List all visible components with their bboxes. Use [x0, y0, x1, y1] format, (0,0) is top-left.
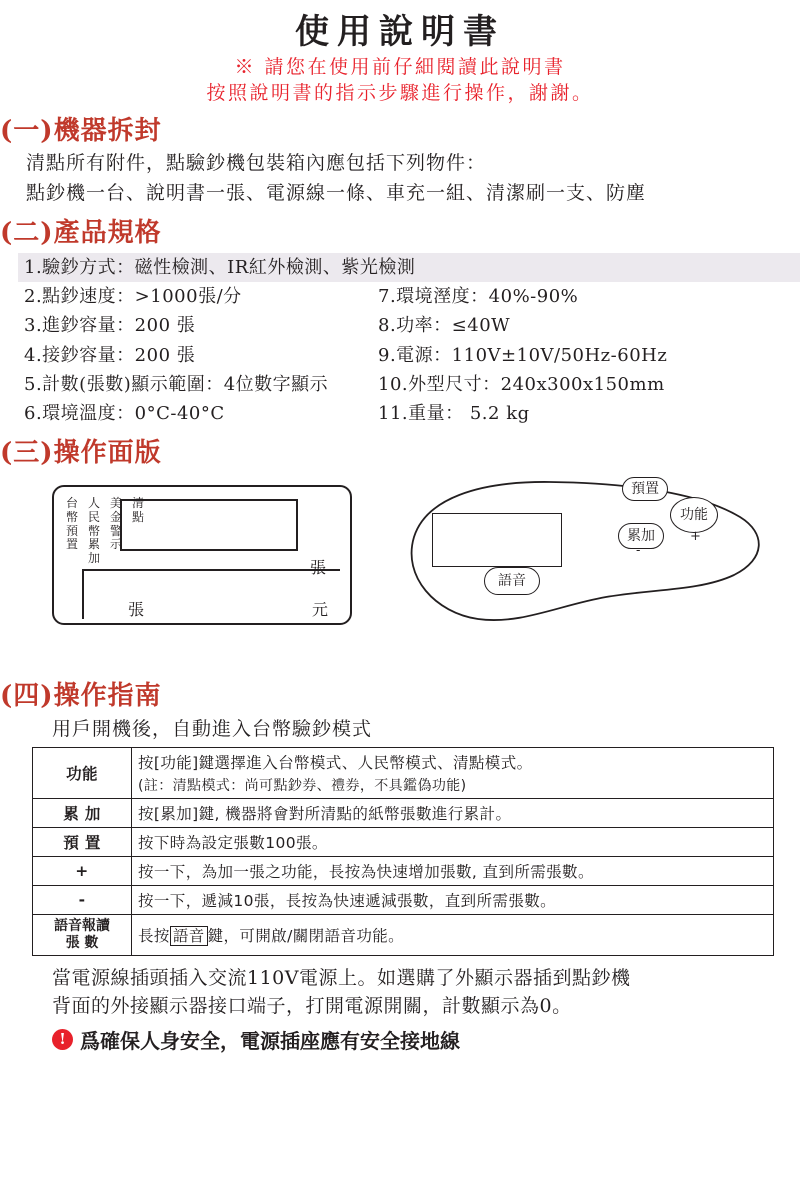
page-title: 使用說明書: [295, 12, 505, 52]
plus-button[interactable]: +: [690, 529, 701, 545]
keypad-display-window: [432, 513, 562, 567]
section-4-heading: (四)操作指南: [0, 681, 162, 712]
lcd-label-usd: 美金警示: [109, 496, 122, 552]
row-key-plus: +: [33, 857, 132, 886]
row-key-accumulate: 累 加: [33, 799, 132, 828]
spec-left-1: 1.驗鈔方式：磁性檢測、IR紅外檢測、紫光檢測: [24, 257, 416, 279]
section-1-line-1: 清點所有附件，點驗鈔機包裝箱內應包括下列物件：: [26, 152, 487, 175]
closing-paragraph: [0, 964, 800, 1021]
lcd-label-twd: 台幣預置: [65, 496, 78, 552]
section-1-line-2: 點鈔機一台、說明書一張、電源線一條、車充一組、清潔刷一支、防塵: [26, 181, 647, 204]
minus-button[interactable]: -: [636, 543, 641, 559]
row-desc-function: [132, 748, 774, 799]
lcd-label-count: 清點: [131, 496, 144, 524]
voice-button[interactable]: 語音: [484, 567, 540, 595]
row-key-voice-line2: 張 數: [65, 934, 99, 951]
row-desc-voice-pre: 長按: [138, 926, 170, 945]
table-row: [33, 915, 774, 956]
spec-left-4: 4.接鈔容量：200 張: [24, 344, 196, 366]
spec-row: [18, 370, 800, 399]
row-desc-accumulate: 按[累加]鍵, 機器將會對所清點的紙幣張數進行累計。: [132, 799, 774, 828]
lcd-unit-zhang-right: 張: [310, 558, 327, 578]
spec-right-2: 7.環境溼度：40%-90%: [378, 286, 579, 308]
notice-line-1: ※ 請您在使用前仔細閱讀此說明書: [234, 56, 566, 78]
spec-row: [18, 311, 800, 340]
row-desc-voice: [132, 915, 774, 956]
row-desc-note: (註：清點模式：尚可點鈔券、禮券，不具鑑偽功能): [138, 778, 467, 795]
table-row: [33, 799, 774, 828]
lcd-unit-yuan-bottom: 元: [312, 600, 329, 620]
closing-line-1: 當電源線插頭插入交流110V電源上。如選購了外顯示器插到點鈔機: [52, 966, 631, 989]
row-key-minus: -: [33, 886, 132, 915]
control-panel-diagram: [0, 471, 800, 671]
spec-right-1: [378, 253, 800, 282]
spec-list: [0, 253, 800, 428]
spec-row: [18, 399, 800, 428]
row-desc-voice-post: 鍵，可開啟/關閉語音功能。: [207, 926, 405, 945]
row-desc-preset: 按下時為設定張數100張。: [132, 828, 774, 857]
spec-left-2: 2.點鈔速度：>1000張/分: [24, 286, 242, 308]
closing-line-2: 背面的外接顯示器接口端子，打開電源開關，計數顯示為0。: [52, 995, 572, 1018]
spec-right-3: 8.功率：≤40W: [378, 315, 511, 337]
lcd-divider-horizontal: [82, 569, 340, 571]
row-desc-minus: 按一下，遞減10張，長按為快速遞減張數，直到所需張數。: [132, 886, 774, 915]
notice-line-2: 按照說明書的指示步驟進行操作，謝謝。: [206, 81, 594, 104]
section-1-heading: (一)機器拆封: [0, 116, 162, 147]
table-row: [33, 857, 774, 886]
operation-guide-table: [32, 747, 774, 956]
spec-right-5: 10.外型尺寸：240x300x150mm: [378, 373, 665, 395]
lcd-digit-window: [120, 496, 298, 551]
spec-right-6: 11.重量： 5.2 kg: [378, 402, 530, 424]
row-desc-text: 按[功能]鍵選擇進入台幣模式、人民幣模式、清點模式。: [138, 754, 533, 773]
section-3-heading: (三)操作面版: [0, 438, 162, 469]
spec-left-6: 6.環境溫度：0°C-40°C: [24, 402, 225, 424]
spec-left-3: 3.進鈔容量：200 張: [24, 315, 196, 337]
section-4-intro: 用戶開機後，自動進入台幣驗鈔模式: [52, 718, 373, 741]
spec-row: [18, 253, 800, 282]
spec-row: [18, 282, 800, 311]
section-2-heading: (二)產品規格: [0, 218, 162, 249]
lcd-unit-zhang-bottom: 張: [128, 600, 145, 620]
table-row: [33, 828, 774, 857]
preset-button[interactable]: 預置: [622, 477, 668, 501]
accumulate-button[interactable]: 累加: [618, 523, 664, 549]
lcd-divider-vertical: [82, 569, 84, 619]
safety-warning: [0, 1025, 800, 1054]
row-key-voice-count: [33, 915, 132, 956]
row-desc-plus: 按一下，為加一張之功能，長按為快速增加張數, 直到所需張數。: [132, 857, 774, 886]
notice-block: [0, 55, 800, 106]
spec-right-4: 9.電源：110V±10V/50Hz-60Hz: [378, 344, 668, 366]
exclamation-icon: !: [52, 1029, 73, 1050]
spec-row: [18, 341, 800, 370]
row-key-voice-line1: 語音報讀: [54, 918, 110, 935]
lcd-label-cny: 人民幣累加: [87, 496, 100, 566]
safety-warning-text: 爲確保人身安全，電源插座應有安全接地線: [80, 1028, 460, 1053]
table-row: [33, 748, 774, 799]
instruction-manual-page: [0, 4, 800, 1188]
row-key-preset: 預 置: [33, 828, 132, 857]
spec-left-5: 5.計數(張數)顯示範圍：4位數字顯示: [24, 373, 329, 395]
table-row: [33, 886, 774, 915]
function-button[interactable]: 功能: [670, 497, 718, 533]
row-key-function: 功能: [33, 748, 132, 799]
row-desc-voice-key: 語音: [170, 926, 208, 946]
